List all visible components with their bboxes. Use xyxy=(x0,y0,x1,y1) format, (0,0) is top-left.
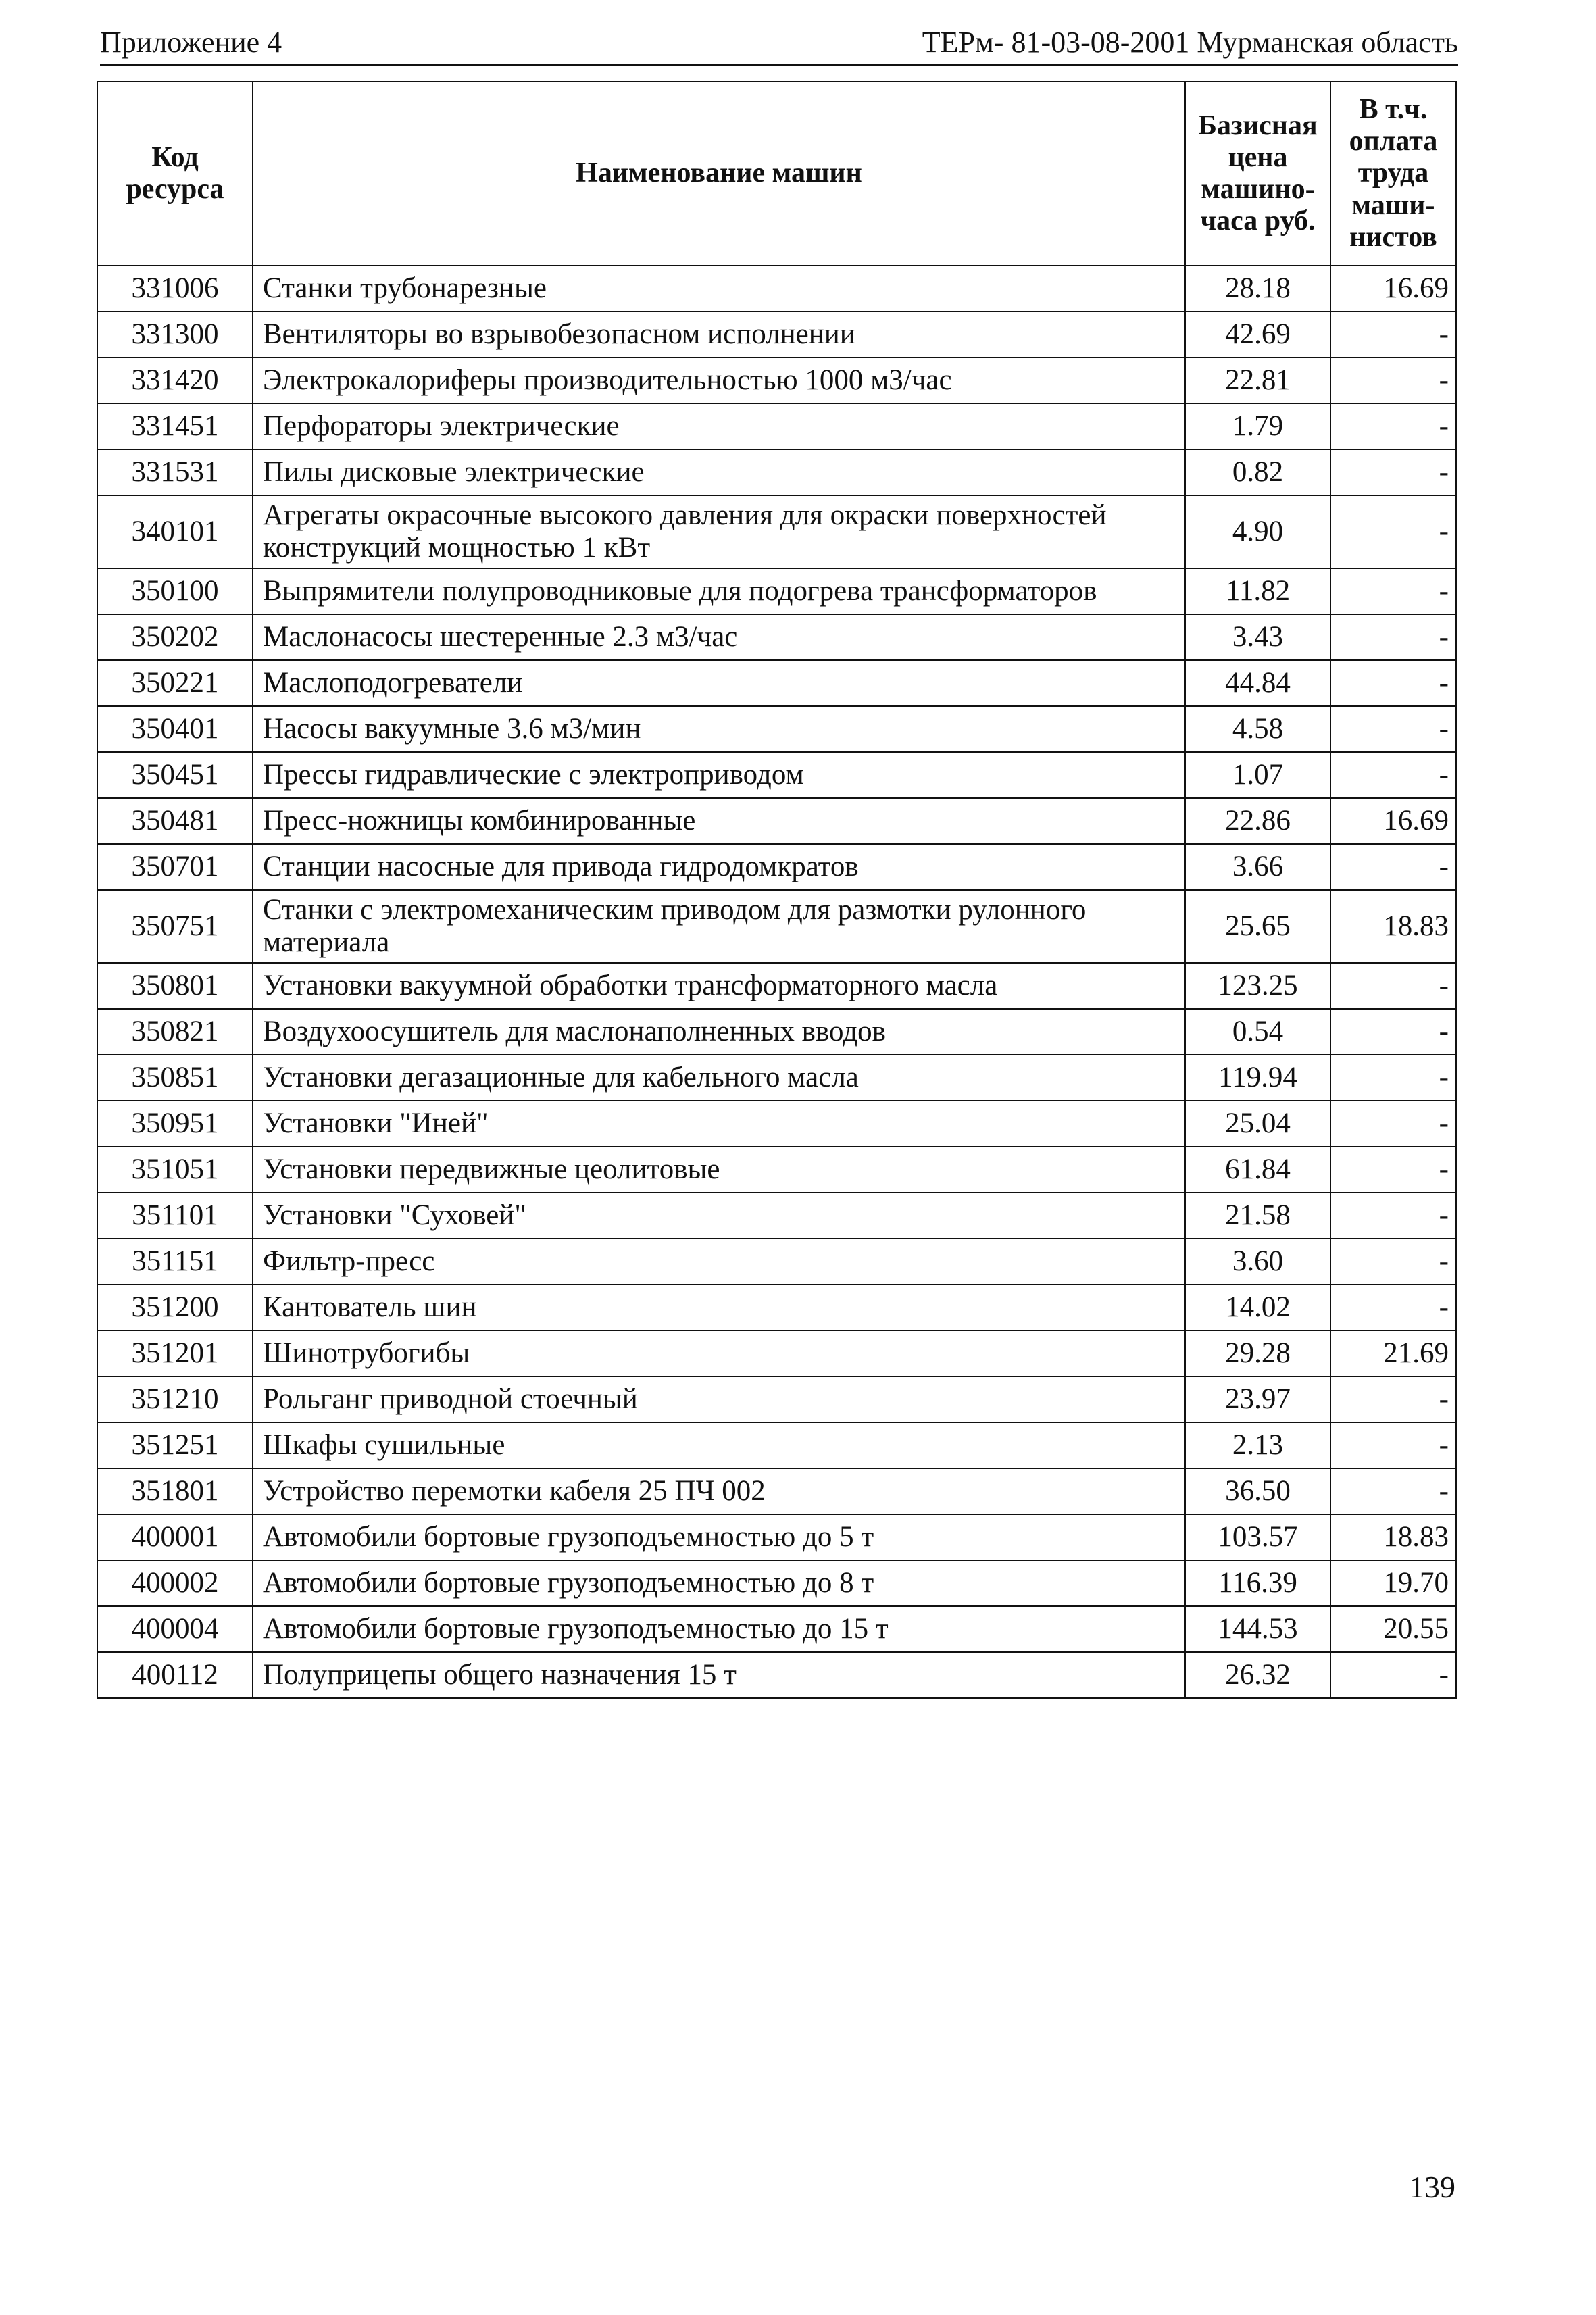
table-row xyxy=(97,660,1456,706)
table-row xyxy=(97,1560,1456,1606)
base-price-cell: 36.50 xyxy=(1185,1468,1330,1514)
table-row xyxy=(97,1147,1456,1193)
operator-wage-cell: - xyxy=(1330,1468,1456,1514)
resource-code-cell: 350701 xyxy=(97,844,253,890)
table-row xyxy=(97,403,1456,449)
machine-name-cell: Установки вакуумной обработки трансформаторного масла xyxy=(253,963,1185,1009)
resource-code-cell: 350751 xyxy=(97,890,253,963)
resource-code-cell: 400004 xyxy=(97,1606,253,1652)
table-row xyxy=(97,1468,1456,1514)
column-header-code: Код ресурса xyxy=(97,82,253,266)
machine-name-cell: Пресс-ножницы комбинированные xyxy=(253,798,1185,844)
base-price-cell: 42.69 xyxy=(1185,312,1330,357)
resource-code-cell: 350821 xyxy=(97,1009,253,1055)
machine-name-cell: Воздухоосушитель для маслонаполненных вводов xyxy=(253,1009,1185,1055)
resource-code-cell: 351101 xyxy=(97,1193,253,1239)
operator-wage-cell: 18.83 xyxy=(1330,890,1456,963)
resource-code-cell: 400112 xyxy=(97,1652,253,1698)
operator-wage-cell: - xyxy=(1330,312,1456,357)
operator-wage-cell: - xyxy=(1330,963,1456,1009)
resource-code-cell: 350401 xyxy=(97,706,253,752)
table-row xyxy=(97,357,1456,403)
operator-wage-cell: - xyxy=(1330,1193,1456,1239)
operator-wage-cell: - xyxy=(1330,1376,1456,1422)
operator-wage-cell: - xyxy=(1330,568,1456,614)
resource-code-cell: 350451 xyxy=(97,752,253,798)
table-row xyxy=(97,1652,1456,1698)
machine-name-cell: Агрегаты окрасочные высокого давления для окраски поверхностей конструкций мощностью 1 кВт xyxy=(253,495,1185,568)
resource-code-cell: 351051 xyxy=(97,1147,253,1193)
table-row xyxy=(97,798,1456,844)
machine-name-cell: Кантователь шин xyxy=(253,1285,1185,1330)
table-row xyxy=(97,1285,1456,1330)
base-price-cell: 44.84 xyxy=(1185,660,1330,706)
operator-wage-cell: - xyxy=(1330,357,1456,403)
base-price-cell: 28.18 xyxy=(1185,266,1330,312)
table-row xyxy=(97,752,1456,798)
table-row xyxy=(97,449,1456,495)
column-header-wage: В т.ч. оплата труда маши-нистов xyxy=(1330,82,1456,266)
table-row xyxy=(97,1606,1456,1652)
operator-wage-cell: - xyxy=(1330,1285,1456,1330)
table-row xyxy=(97,1239,1456,1285)
table-row xyxy=(97,312,1456,357)
operator-wage-cell: 20.55 xyxy=(1330,1606,1456,1652)
machine-name-cell: Полуприцепы общего назначения 15 т xyxy=(253,1652,1185,1698)
operator-wage-cell: 16.69 xyxy=(1330,798,1456,844)
table-row xyxy=(97,1009,1456,1055)
page-header xyxy=(100,19,1458,66)
resource-code-cell: 350801 xyxy=(97,963,253,1009)
resource-code-cell: 351200 xyxy=(97,1285,253,1330)
table-row xyxy=(97,1422,1456,1468)
machine-name-cell: Станции насосные для привода гидродомкратов xyxy=(253,844,1185,890)
base-price-cell: 3.66 xyxy=(1185,844,1330,890)
operator-wage-cell: - xyxy=(1330,1652,1456,1698)
base-price-cell: 3.60 xyxy=(1185,1239,1330,1285)
machine-name-cell: Автомобили бортовые грузоподъемностью до 8 т xyxy=(253,1560,1185,1606)
machine-name-cell: Автомобили бортовые грузоподъемностью до 15 т xyxy=(253,1606,1185,1652)
base-price-cell: 11.82 xyxy=(1185,568,1330,614)
machine-name-cell: Установки дегазационные для кабельного масла xyxy=(253,1055,1185,1101)
machine-name-cell: Перфораторы электрические xyxy=(253,403,1185,449)
base-price-cell: 116.39 xyxy=(1185,1560,1330,1606)
machine-name-cell: Выпрямители полупроводниковые для подогрева трансформаторов xyxy=(253,568,1185,614)
resource-code-cell: 351251 xyxy=(97,1422,253,1468)
resource-code-cell: 350221 xyxy=(97,660,253,706)
machine-name-cell: Фильтр-пресс xyxy=(253,1239,1185,1285)
column-header-name: Наименование машин xyxy=(253,82,1185,266)
operator-wage-cell: 19.70 xyxy=(1330,1560,1456,1606)
operator-wage-cell: - xyxy=(1330,1239,1456,1285)
appendix-label: Приложение 4 xyxy=(100,26,282,59)
table-row xyxy=(97,495,1456,568)
machine-name-cell: Установки передвижные цеолитовые xyxy=(253,1147,1185,1193)
resource-code-cell: 331451 xyxy=(97,403,253,449)
resource-code-cell: 350100 xyxy=(97,568,253,614)
resource-code-cell: 351801 xyxy=(97,1468,253,1514)
resource-code-cell: 331006 xyxy=(97,266,253,312)
base-price-cell: 14.02 xyxy=(1185,1285,1330,1330)
table-row xyxy=(97,614,1456,660)
operator-wage-cell: - xyxy=(1330,1101,1456,1147)
page-number: 139 xyxy=(1409,2170,1455,2204)
table-row xyxy=(97,890,1456,963)
table-row xyxy=(97,1055,1456,1101)
resource-code-cell: 350481 xyxy=(97,798,253,844)
base-price-cell: 29.28 xyxy=(1185,1330,1330,1376)
table-header-row xyxy=(97,82,1456,266)
machine-name-cell: Устройство перемотки кабеля 25 ПЧ 002 xyxy=(253,1468,1185,1514)
resource-code-cell: 351151 xyxy=(97,1239,253,1285)
resource-code-cell: 350851 xyxy=(97,1055,253,1101)
operator-wage-cell: - xyxy=(1330,449,1456,495)
table-body xyxy=(97,266,1456,1698)
machine-name-cell: Шкафы сушильные xyxy=(253,1422,1185,1468)
table-row xyxy=(97,1101,1456,1147)
operator-wage-cell: - xyxy=(1330,844,1456,890)
operator-wage-cell: 18.83 xyxy=(1330,1514,1456,1560)
machine-name-cell: Установки "Суховей" xyxy=(253,1193,1185,1239)
operator-wage-cell: - xyxy=(1330,660,1456,706)
resource-code-cell: 400001 xyxy=(97,1514,253,1560)
operator-wage-cell: 21.69 xyxy=(1330,1330,1456,1376)
machine-name-cell: Насосы вакуумные 3.6 м3/мин xyxy=(253,706,1185,752)
resource-code-cell: 351201 xyxy=(97,1330,253,1376)
table-row xyxy=(97,266,1456,312)
base-price-cell: 119.94 xyxy=(1185,1055,1330,1101)
base-price-cell: 2.13 xyxy=(1185,1422,1330,1468)
operator-wage-cell: - xyxy=(1330,1055,1456,1101)
resource-code-cell: 400002 xyxy=(97,1560,253,1606)
column-header-price: Базисная цена машино-часа руб. xyxy=(1185,82,1330,266)
base-price-cell: 0.54 xyxy=(1185,1009,1330,1055)
resource-code-cell: 331420 xyxy=(97,357,253,403)
base-price-cell: 61.84 xyxy=(1185,1147,1330,1193)
base-price-cell: 26.32 xyxy=(1185,1652,1330,1698)
machine-name-cell: Установки "Иней" xyxy=(253,1101,1185,1147)
resource-table xyxy=(97,81,1457,1699)
machine-name-cell: Электрокалориферы производительностью 1000 м3/час xyxy=(253,357,1185,403)
base-price-cell: 103.57 xyxy=(1185,1514,1330,1560)
table-row xyxy=(97,844,1456,890)
machine-name-cell: Рольганг приводной стоечный xyxy=(253,1376,1185,1422)
base-price-cell: 4.90 xyxy=(1185,495,1330,568)
resource-code-cell: 351210 xyxy=(97,1376,253,1422)
table-row xyxy=(97,1514,1456,1560)
machine-name-cell: Станки трубонарезные xyxy=(253,266,1185,312)
table-row xyxy=(97,1193,1456,1239)
resource-code-cell: 331531 xyxy=(97,449,253,495)
base-price-cell: 22.81 xyxy=(1185,357,1330,403)
base-price-cell: 123.25 xyxy=(1185,963,1330,1009)
machine-name-cell: Пилы дисковые электрические xyxy=(253,449,1185,495)
machine-name-cell: Маслоподогреватели xyxy=(253,660,1185,706)
machine-name-cell: Маслонасосы шестеренные 2.3 м3/час xyxy=(253,614,1185,660)
table-row xyxy=(97,568,1456,614)
resource-code-cell: 340101 xyxy=(97,495,253,568)
machine-name-cell: Прессы гидравлические с электроприводом xyxy=(253,752,1185,798)
operator-wage-cell: - xyxy=(1330,495,1456,568)
table-row xyxy=(97,963,1456,1009)
base-price-cell: 25.04 xyxy=(1185,1101,1330,1147)
base-price-cell: 22.86 xyxy=(1185,798,1330,844)
operator-wage-cell: - xyxy=(1330,403,1456,449)
resource-code-cell: 331300 xyxy=(97,312,253,357)
operator-wage-cell: - xyxy=(1330,614,1456,660)
table-row xyxy=(97,706,1456,752)
machine-name-cell: Станки с электромеханическим приводом для размотки рулонного материала xyxy=(253,890,1185,963)
document-code: ТЕРм- 81-03-08-2001 Мурманская область xyxy=(922,26,1458,59)
base-price-cell: 1.07 xyxy=(1185,752,1330,798)
operator-wage-cell: - xyxy=(1330,706,1456,752)
operator-wage-cell: - xyxy=(1330,1147,1456,1193)
table-row xyxy=(97,1376,1456,1422)
machine-name-cell: Шинотрубогибы xyxy=(253,1330,1185,1376)
machine-name-cell: Вентиляторы во взрывобезопасном исполнении xyxy=(253,312,1185,357)
base-price-cell: 3.43 xyxy=(1185,614,1330,660)
base-price-cell: 23.97 xyxy=(1185,1376,1330,1422)
table-row xyxy=(97,1330,1456,1376)
operator-wage-cell: - xyxy=(1330,1009,1456,1055)
base-price-cell: 21.58 xyxy=(1185,1193,1330,1239)
operator-wage-cell: - xyxy=(1330,1422,1456,1468)
machine-name-cell: Автомобили бортовые грузоподъемностью до 5 т xyxy=(253,1514,1185,1560)
base-price-cell: 144.53 xyxy=(1185,1606,1330,1652)
base-price-cell: 0.82 xyxy=(1185,449,1330,495)
base-price-cell: 1.79 xyxy=(1185,403,1330,449)
operator-wage-cell: - xyxy=(1330,752,1456,798)
base-price-cell: 25.65 xyxy=(1185,890,1330,963)
base-price-cell: 4.58 xyxy=(1185,706,1330,752)
resource-code-cell: 350951 xyxy=(97,1101,253,1147)
operator-wage-cell: 16.69 xyxy=(1330,266,1456,312)
resource-code-cell: 350202 xyxy=(97,614,253,660)
